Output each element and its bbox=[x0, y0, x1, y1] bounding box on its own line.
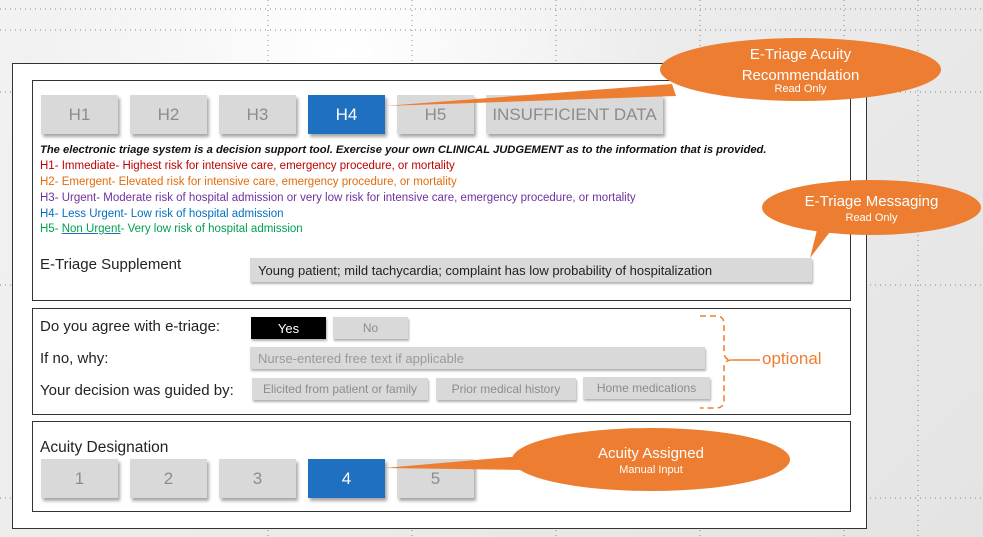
level-h3-description: H3- Urgent- Moderate risk of hospital admission or very low risk for intensive care, emergency procedure, or mortality bbox=[40, 192, 636, 204]
callout-e-triage-acuity-recommendation: E-Triage Acuity Recommendation Read Only bbox=[660, 38, 941, 101]
acuity-button-4[interactable]: 4 bbox=[308, 459, 385, 498]
agree-yes-button[interactable]: Yes bbox=[251, 317, 326, 339]
acuity-button-2[interactable]: 2 bbox=[130, 459, 207, 498]
guided-option-patient-family[interactable]: Elicited from patient or family bbox=[252, 378, 428, 400]
triage-button-h5[interactable]: H5 bbox=[397, 95, 474, 134]
agree-no-button[interactable]: No bbox=[333, 317, 408, 339]
triage-button-h4[interactable]: H4 bbox=[308, 95, 385, 134]
acuity-button-3[interactable]: 3 bbox=[219, 459, 296, 498]
supplement-label: E-Triage Supplement bbox=[40, 256, 182, 273]
guided-option-medical-history[interactable]: Prior medical history bbox=[436, 378, 576, 400]
acuity-button-1[interactable]: 1 bbox=[41, 459, 118, 498]
level-h2-description: H2- Emergent- Elevated risk for intensive care, emergency procedure, or mortality bbox=[40, 176, 457, 188]
optional-label: optional bbox=[762, 349, 822, 368]
triage-button-h3[interactable]: H3 bbox=[219, 95, 296, 134]
level-h1-description: H1- Immediate- Highest risk for intensive care, emergency procedure, or mortality bbox=[40, 160, 455, 172]
disclaimer-text: The electronic triage system is a decision support tool. Exercise your own CLINICAL JUDGEMENT as to the information that is provided. bbox=[40, 144, 767, 156]
acuity-designation-title: Acuity Designation bbox=[40, 439, 169, 456]
callout-e-triage-messaging: E-Triage Messaging Read Only bbox=[762, 180, 981, 235]
non-urgent-link[interactable]: Non Urgent bbox=[61, 223, 121, 235]
triage-button-h2[interactable]: H2 bbox=[130, 95, 207, 134]
level-h5-description: H5- Non Urgent- Very low risk of hospital admission bbox=[40, 223, 303, 235]
guided-by-label: Your decision was guided by: bbox=[40, 382, 234, 399]
level-h4-description: H4- Less Urgent- Low risk of hospital admission bbox=[40, 208, 284, 220]
agree-question-label: Do you agree with e-triage: bbox=[40, 318, 221, 335]
acuity-button-5[interactable]: 5 bbox=[397, 459, 474, 498]
why-label: If no, why: bbox=[40, 350, 109, 367]
triage-button-h1[interactable]: H1 bbox=[41, 95, 118, 134]
why-input[interactable]: Nurse-entered free text if applicable bbox=[250, 347, 705, 369]
callout-acuity-assigned: Acuity Assigned Manual Input bbox=[512, 428, 790, 491]
guided-option-home-medications[interactable]: Home medications bbox=[583, 377, 710, 399]
triage-button-insufficient-data[interactable]: INSUFFICIENT DATA bbox=[486, 95, 663, 134]
supplement-field: Young patient; mild tachycardia; complaint has low probability of hospitalization bbox=[250, 258, 812, 282]
